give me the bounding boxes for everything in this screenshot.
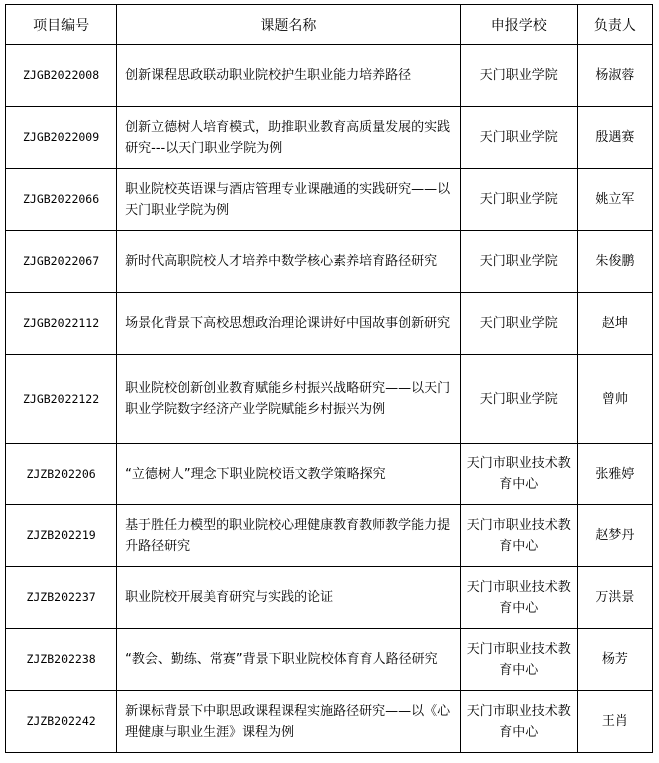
cell-title: 新课标背景下中职思政课程课程实施路径研究——以《心理健康与职业生涯》课程为例 <box>117 691 461 753</box>
cell-code: ZJZB202238 <box>6 629 117 691</box>
cell-owner: 赵梦丹 <box>577 505 652 567</box>
cell-code: ZJGB2022066 <box>6 169 117 231</box>
header-code: 项目编号 <box>6 5 117 45</box>
cell-owner: 朱俊鹏 <box>577 231 652 293</box>
header-school: 申报学校 <box>460 5 577 45</box>
table-body <box>6 45 653 753</box>
table-row <box>6 691 653 753</box>
cell-owner: 张雅婷 <box>577 444 652 505</box>
cell-code: ZJGB2022067 <box>6 231 117 293</box>
table-row <box>6 444 653 505</box>
cell-title: 创新立德树人培育模式，助推职业教育高质量发展的实践研究---以天门职业学院为例 <box>117 107 461 169</box>
table-row <box>6 567 653 629</box>
table-row <box>6 505 653 567</box>
cell-school: 天门职业学院 <box>460 45 577 107</box>
cell-code: ZJGB2022122 <box>6 355 117 444</box>
cell-school: 天门市职业技术教育中心 <box>460 505 577 567</box>
cell-title: 职业院校英语课与酒店管理专业课融通的实践研究——以天门职业学院为例 <box>117 169 461 231</box>
cell-school: 天门职业学院 <box>460 231 577 293</box>
table-row <box>6 169 653 231</box>
table-row <box>6 45 653 107</box>
cell-title: 场景化背景下高校思想政治理论课讲好中国故事创新研究 <box>117 293 461 355</box>
header-owner: 负责人 <box>577 5 652 45</box>
cell-code: ZJGB2022112 <box>6 293 117 355</box>
cell-title: 创新课程思政联动职业院校护生职业能力培养路径 <box>117 45 461 107</box>
cell-owner: 万洪景 <box>577 567 652 629</box>
cell-owner: 殷遇赛 <box>577 107 652 169</box>
cell-owner: 曾帅 <box>577 355 652 444</box>
table-header <box>6 5 653 45</box>
table-row <box>6 355 653 444</box>
cell-code: ZJZB202219 <box>6 505 117 567</box>
table-row <box>6 231 653 293</box>
table-row <box>6 293 653 355</box>
cell-code: ZJGB2022009 <box>6 107 117 169</box>
cell-title: 职业院校创新创业教育赋能乡村振兴战略研究——以天门职业学院数字经济产业学院赋能乡村振兴为例 <box>117 355 461 444</box>
header-row <box>6 5 653 45</box>
cell-owner: 姚立军 <box>577 169 652 231</box>
table-row <box>6 629 653 691</box>
cell-title: 职业院校开展美育研究与实践的论证 <box>117 567 461 629</box>
cell-school: 天门市职业技术教育中心 <box>460 629 577 691</box>
cell-owner: 王肖 <box>577 691 652 753</box>
header-title: 课题名称 <box>117 5 461 45</box>
cell-school: 天门市职业技术教育中心 <box>460 567 577 629</box>
cell-owner: 赵坤 <box>577 293 652 355</box>
cell-owner: 杨芳 <box>577 629 652 691</box>
cell-title: “立德树人”理念下职业院校语文教学策略探究 <box>117 444 461 505</box>
cell-code: ZJZB202237 <box>6 567 117 629</box>
cell-owner: 杨淑蓉 <box>577 45 652 107</box>
cell-school: 天门职业学院 <box>460 355 577 444</box>
cell-title: 新时代高职院校人才培养中数学核心素养培育路径研究 <box>117 231 461 293</box>
cell-code: ZJZB202206 <box>6 444 117 505</box>
cell-code: ZJGB2022008 <box>6 45 117 107</box>
project-table <box>5 4 653 753</box>
cell-title: 基于胜任力模型的职业院校心理健康教育教师教学能力提升路径研究 <box>117 505 461 567</box>
cell-school: 天门职业学院 <box>460 169 577 231</box>
table-row <box>6 107 653 169</box>
cell-school: 天门市职业技术教育中心 <box>460 691 577 753</box>
cell-school: 天门职业学院 <box>460 293 577 355</box>
cell-title: “教会、勤练、常赛”背景下职业院校体育育人路径研究 <box>117 629 461 691</box>
cell-school: 天门市职业技术教育中心 <box>460 444 577 505</box>
cell-code: ZJZB202242 <box>6 691 117 753</box>
cell-school: 天门职业学院 <box>460 107 577 169</box>
